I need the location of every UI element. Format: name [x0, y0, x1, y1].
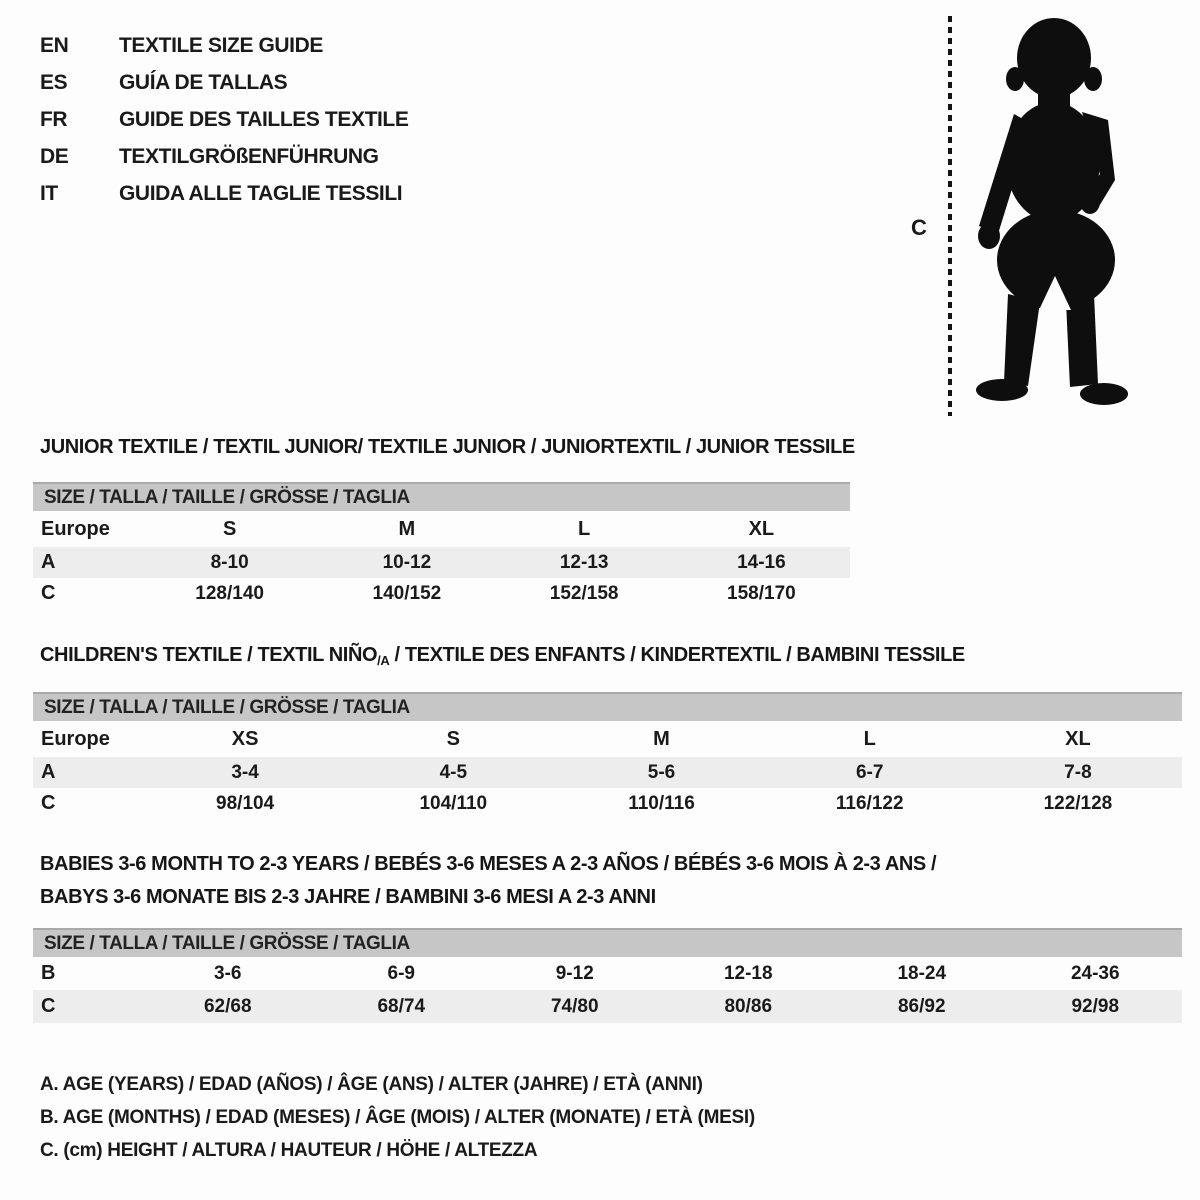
- table-row: [33, 990, 1182, 1023]
- guide-title-it: GUIDA ALLE TAGLIE TESSILI: [119, 181, 403, 205]
- row-label: B: [41, 962, 56, 984]
- row-label: C: [41, 582, 56, 604]
- table-row: [33, 721, 1182, 757]
- language-code: EN: [40, 33, 69, 57]
- row-label: C: [41, 995, 56, 1017]
- guide-title-de: TEXTILGRÖßENFÜHRUNG: [119, 144, 379, 168]
- height-cell: 110/116: [628, 792, 695, 814]
- age-cell: 12-18: [723, 962, 773, 984]
- height-cell: 152/158: [549, 582, 619, 604]
- toddler-silhouette: [962, 12, 1142, 412]
- age-cell: 3-6: [214, 962, 242, 984]
- table-row: [33, 547, 850, 578]
- size-header-bar: SIZE / TALLA / TAILLE / GRÖSSE / TAGLIA: [33, 482, 850, 511]
- junior-section-title: JUNIOR TEXTILE / TEXTIL JUNIOR/ TEXTILE JUNIOR / JUNIORTEXTIL / JUNIOR TESSILE: [40, 436, 855, 458]
- age-cell: 9-12: [555, 962, 594, 984]
- guide-title-es: GUÍA DE TALLAS: [119, 70, 288, 94]
- row-label: C: [41, 792, 56, 814]
- language-code: DE: [40, 144, 69, 168]
- legend-line-a: A. AGE (YEARS) / EDAD (AÑOS) / ÂGE (ANS) / ALTER (JAHRE) / ETÀ (ANNI): [40, 1074, 703, 1095]
- guide-title-en: TEXTILE SIZE GUIDE: [119, 33, 323, 57]
- age-cell: 10-12: [382, 551, 432, 573]
- babies-size-table: [33, 928, 1182, 1023]
- children-title-pre: CHILDREN'S TEXTILE / TEXTIL NIÑO: [40, 644, 378, 666]
- age-cell: 6-7: [855, 761, 884, 783]
- size-cell: S: [222, 517, 237, 540]
- legend-line-b: B. AGE (MONTHS) / EDAD (MESES) / ÂGE (MOIS) / ALTER (MONATE) / ETÀ (MESI): [40, 1107, 755, 1128]
- children-title-sub: /A: [377, 653, 390, 668]
- size-cell: XL: [1065, 727, 1091, 750]
- height-cell: 104/110: [419, 792, 488, 814]
- height-measure-dashed-line: [948, 16, 952, 416]
- language-row: [40, 175, 408, 212]
- children-title-post: / TEXTILE DES ENFANTS / KINDERTEXTIL / BAMBINI TESSILE: [389, 644, 965, 666]
- height-cell: 68/74: [377, 995, 426, 1017]
- language-code: ES: [40, 70, 68, 94]
- table-row: [33, 578, 850, 609]
- babies-section-title-line1: BABIES 3-6 MONTH TO 2-3 YEARS / BEBÉS 3-6 MESES A 2-3 AÑOS / BÉBÉS 3-6 MOIS À 2-3 ANS /: [40, 853, 937, 875]
- language-code: IT: [40, 181, 58, 205]
- language-row: [40, 138, 408, 175]
- size-cell: M: [398, 517, 416, 540]
- age-cell: 8-10: [210, 551, 249, 573]
- age-cell: 5-6: [647, 761, 676, 783]
- size-cell: S: [446, 727, 460, 750]
- row-label: Europe: [41, 727, 110, 750]
- height-cell: 98/104: [216, 792, 275, 814]
- legend-line-c: C. (cm) HEIGHT / ALTURA / HAUTEUR / HÖHE / ALTEZZA: [40, 1140, 538, 1161]
- age-cell: 3-4: [231, 761, 259, 783]
- height-cell: 128/140: [195, 582, 264, 604]
- height-cell: 92/98: [1071, 995, 1120, 1017]
- language-title-list: [40, 27, 408, 212]
- size-header-bar: SIZE / TALLA / TAILLE / GRÖSSE / TAGLIA: [33, 928, 1182, 957]
- row-label: A: [41, 551, 56, 573]
- height-cell: 122/128: [1043, 792, 1113, 814]
- size-cell: M: [653, 727, 670, 750]
- size-cell: L: [863, 727, 876, 750]
- language-row: [40, 27, 408, 64]
- height-cell: 158/170: [727, 582, 796, 604]
- row-label: A: [41, 761, 56, 783]
- height-cell: 116/122: [835, 792, 904, 814]
- height-measure-label: C: [911, 215, 927, 240]
- height-cell: 62/68: [203, 995, 252, 1017]
- height-cell: 80/86: [724, 995, 773, 1017]
- age-cell: 6-9: [387, 962, 415, 984]
- language-row: [40, 101, 408, 138]
- language-code: FR: [40, 107, 68, 131]
- table-row: [33, 757, 1182, 788]
- size-cell: XL: [748, 517, 775, 540]
- language-row: [40, 64, 408, 101]
- age-cell: 14-16: [737, 551, 786, 573]
- measure-legend: [40, 1068, 755, 1167]
- size-header-bar: SIZE / TALLA / TAILLE / GRÖSSE / TAGLIA: [33, 692, 1182, 721]
- size-cell: XS: [231, 727, 259, 750]
- table-row: [33, 788, 1182, 819]
- age-cell: 7-8: [1064, 761, 1092, 783]
- size-cell: L: [578, 517, 591, 540]
- children-size-table: [33, 692, 1182, 819]
- row-label: Europe: [41, 517, 110, 540]
- junior-size-table: [33, 482, 850, 609]
- height-cell: 74/80: [550, 995, 599, 1017]
- age-cell: 4-5: [439, 761, 468, 783]
- height-cell: 86/92: [897, 995, 946, 1017]
- children-section-title: [40, 644, 965, 668]
- age-cell: 18-24: [897, 962, 947, 984]
- table-row: [33, 957, 1182, 990]
- table-row: [33, 511, 850, 547]
- age-cell: 12-13: [559, 551, 609, 573]
- age-cell: 24-36: [1070, 962, 1120, 984]
- guide-title-fr: GUIDE DES TAILLES TEXTILE: [119, 107, 409, 131]
- babies-section-title-line2: BABYS 3-6 MONATE BIS 2-3 JAHRE / BAMBINI 3-6 MESI A 2-3 ANNI: [40, 886, 656, 908]
- height-cell: 140/152: [372, 582, 442, 604]
